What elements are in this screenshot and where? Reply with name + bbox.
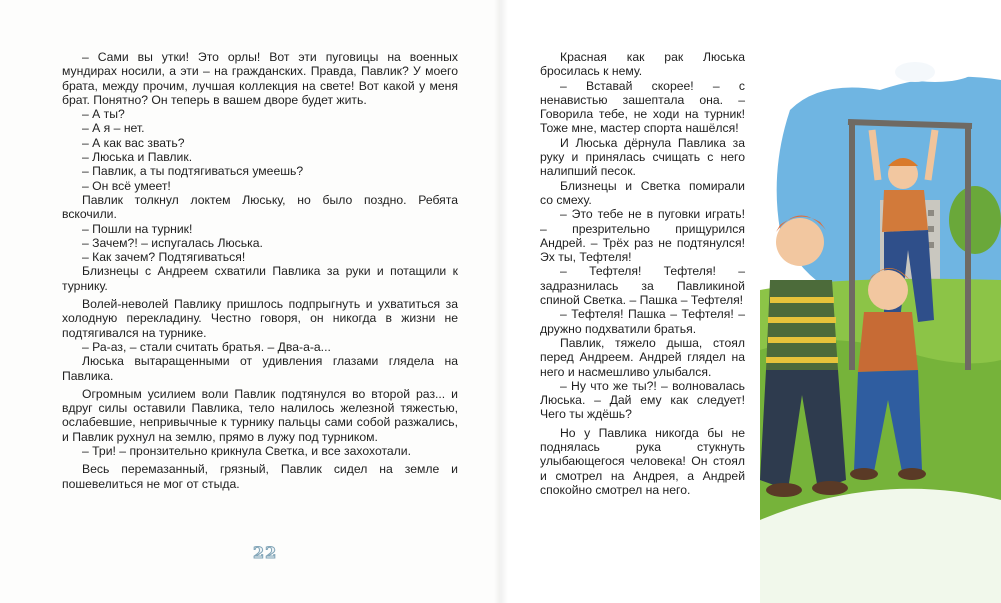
paragraph: Волей-неволей Павлику пришлось подпрыгнуть и ухватиться за холодную перекладину. Честно говоря, он никогда в жизни не подтягивался на турнике.	[62, 297, 458, 340]
paragraph: – Люська и Павлик.	[82, 150, 193, 165]
book-gutter	[494, 0, 508, 603]
illustration-boys-at-pullup-bar	[760, 50, 1001, 603]
page-number: 22	[253, 543, 278, 562]
paragraph: Близнецы с Андреем схватили Павлика за руки и потащили к турнику.	[62, 264, 458, 293]
paragraph: – Как зачем? Подтягиваться!	[82, 250, 246, 265]
paragraph: – Ну что же ты?! – волновалась Люська. – Дай ему как следует! Чего ты ждёшь?	[540, 378, 745, 422]
paragraph: Люська вытаращенными от удивления глазами глядела на Павлика.	[62, 354, 458, 383]
paragraph: – Ра-аз, – стали считать братья. – Два-а-а...	[82, 339, 331, 354]
paragraph: Близнецы и Светка помирали со смеху.	[540, 178, 745, 207]
paragraph: Павлик толкнул локтем Люську, но было поздно. Ребята вскочили.	[62, 192, 458, 222]
paragraph: – Зачем?! – испугалась Люська.	[82, 235, 263, 250]
left-text-column	[62, 50, 458, 491]
paragraph: Весь перемазанный, грязный, Павлик сидел на земле и пошевелиться не мог от стыда.	[62, 462, 458, 491]
paragraph: – Тефтеля! Пашка – Тефтеля! – дружно подхватили братья.	[540, 307, 745, 336]
paragraph: Красная как рак Люська бросилась к нему.	[540, 50, 745, 79]
paragraph: Но у Павлика никогда бы не поднялась рука стукнуть улыбающегося человека! Он стоял и смотрел на Андрея, а Андрей спокойно смотрел на него.	[540, 425, 745, 497]
paragraph: – Павлик, а ты подтягиваться умеешь?	[82, 164, 304, 179]
paragraph: – Три! – пронзительно крикнула Светка, и все захохотали.	[82, 444, 411, 459]
paragraph: – Это тебе не в пуговки играть! – презрительно прищурился Андрей. – Трёх раз не подтянулся! Эх ты, Тефтеля!	[540, 207, 745, 265]
paragraph: – Пошли на турник!	[82, 221, 193, 236]
paragraph: Павлик, тяжело дыша, стоял перед Андреем. Андрей глядел на него и насмешливо улыбался.	[540, 335, 745, 379]
right-text-column	[540, 50, 745, 497]
tree	[949, 186, 1001, 254]
paragraph: – А я – нет.	[82, 121, 145, 136]
paragraph: – Сами вы утки! Это орлы! Вот эти пуговицы на военных мундирах носили, а эти – на гражданских. Правда, Павлик? У моего брата, между прочим, лучшая коллекция на свете! Вот какой у меня брат. Понятно? Он теперь в вашем дворе будет жить.	[62, 50, 458, 107]
paragraph: – Вставай скорее! – с ненавистью зашептала она. – Говорила тебе, не ходи на турник! Тоже мне, мастер спорта нашёлся!	[540, 78, 745, 136]
cloud	[895, 62, 935, 82]
paragraph: Огромным усилием воли Павлик подтянулся во второй раз... и вдруг силы оставили Павлика, тело налилось железной тяжестью, ослабевшие, непривычные к турнику пальцы сами собой разжались, и Павлик рухнул на землю, прямо в лужу под турником.	[62, 386, 458, 444]
paragraph: И Люська дёрнула Павлика за руку и принялась счищать с него налипший песок.	[540, 135, 745, 179]
paragraph: – Он всё умеет!	[82, 178, 171, 193]
paragraph: – А как вас звать?	[82, 135, 185, 150]
paragraph: – Тефтеля! Тефтеля! – задразнилась за Павликиной спиной Светка. – Пашка – Тефтеля!	[540, 264, 745, 308]
paragraph: – А ты?	[82, 107, 125, 122]
